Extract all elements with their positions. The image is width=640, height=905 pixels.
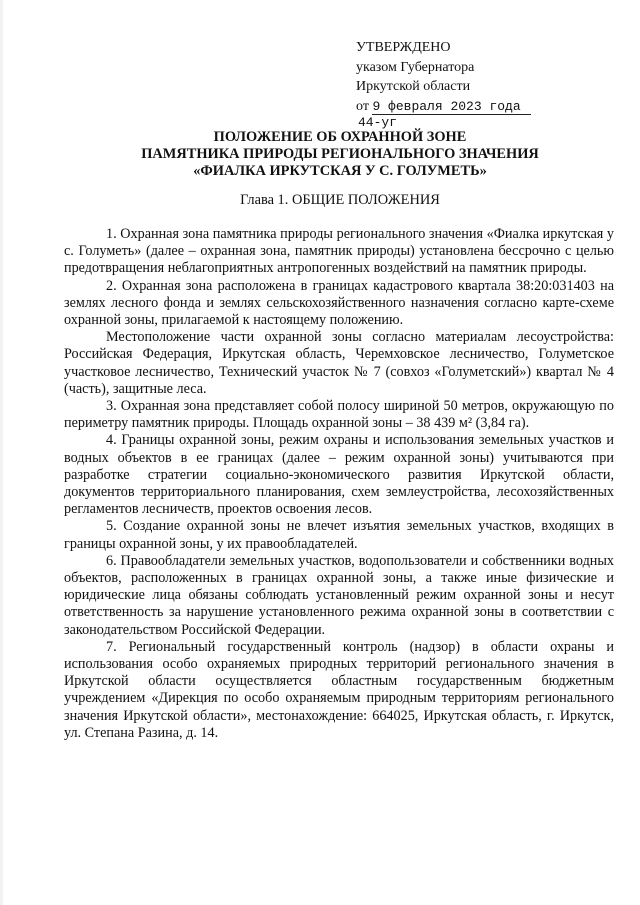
title-line-3: «ФИАЛКА ИРКУТСКАЯ У С. ГОЛУМЕТЬ» (193, 163, 487, 179)
document-title (60, 129, 620, 180)
approval-title: УТВЕРЖДЕНО (356, 40, 451, 55)
paragraph-3: 3. Охранная зона представляет собой полосу шириной 50 метров, окружающую по периметру памятник природы. Площадь охранной зоны – 38 439 м² (3,84 га). (64, 398, 614, 432)
paragraph-7: 7. Региональный государственный контроль (надзор) в области охраны и использования особо охраняемых природных территорий регионального значения в Иркутской области осуществляется областным государственным бюджетным учреждением «Дирекция по особо охраняемым природным территориям регионального значения Иркутской области», местонахождение: 664025, Иркутская область, г. Иркутск, ул. Степана Разина, д. 14. (64, 638, 614, 741)
approval-number: 44-уг (358, 115, 398, 130)
paragraph-1: 1. Охранная зона памятника природы регионального значения «Фиалка иркутская у с. Голуметь» (далее – охранная зона, памятник природы) установлена бессрочно с целью предотвращения неблагоприятных антропогенных воздействий на памятник природы. (64, 226, 614, 277)
approval-date: 9 февраля 2023 года (372, 99, 530, 115)
approval-block (356, 38, 606, 133)
title-line-2: ПАМЯТНИКА ПРИРОДЫ РЕГИОНАЛЬНОГО ЗНАЧЕНИЯ (141, 146, 539, 162)
scan-edge (0, 0, 3, 905)
approval-authority: указом Губернатора (356, 59, 475, 75)
paragraph-4: 4. Границы охранной зоны, режим охраны и использования земельных участков и водных объектов в ее границах (далее – режим охранной зоны) учитываются при разработке стратегии социально-экономического развития Иркутской области, документов территориального планирования, схем землеустройства, лесохозяйственных регламентов лесничеств, проектов освоения лесов. (64, 432, 614, 518)
paragraph-5: 5. Создание охранной зоны не влечет изъятия земельных участков, входящих в границы охранной зоны, у их правообладателей. (64, 518, 614, 552)
approval-region: Иркутской области (356, 79, 471, 94)
paragraph-2: 2. Охранная зона расположена в границах кадастрового квартала 38:20:031403 на землях лесного фонда и землях сельскохозяйственного назначения согласно карте-схеме охранной зоны, прилагаемой к настоящему положению. (64, 277, 614, 329)
approval-date-prefix: от (356, 98, 369, 114)
paragraph-6: 6. Правообладатели земельных участков, водопользователи и собственники водных объектов, расположенных в границах охранной зоны, а также иные физические и юридические лица обязаны соблюдать установленный режим охранной зоны и несут ответственность за нарушение установленного режима охранной зоны в соответствии с законодательством Российской Федерации. (64, 552, 614, 638)
document-body (64, 226, 614, 742)
paragraph-2-location: Местоположение части охранной зоны согласно материалам лесоустройства: Российская Федерация, Иркутская область, Черемховское лесничество, Голуметское участковое лесничество, Технический участок № 7 (совхоз «Голуметский») квартал № 4 (часть), защитные леса. (64, 329, 614, 397)
title-line-1: ПОЛОЖЕНИЕ ОБ ОХРАННОЙ ЗОНЕ (213, 129, 467, 145)
chapter-heading: Глава 1. ОБЩИЕ ПОЛОЖЕНИЯ (240, 192, 440, 208)
